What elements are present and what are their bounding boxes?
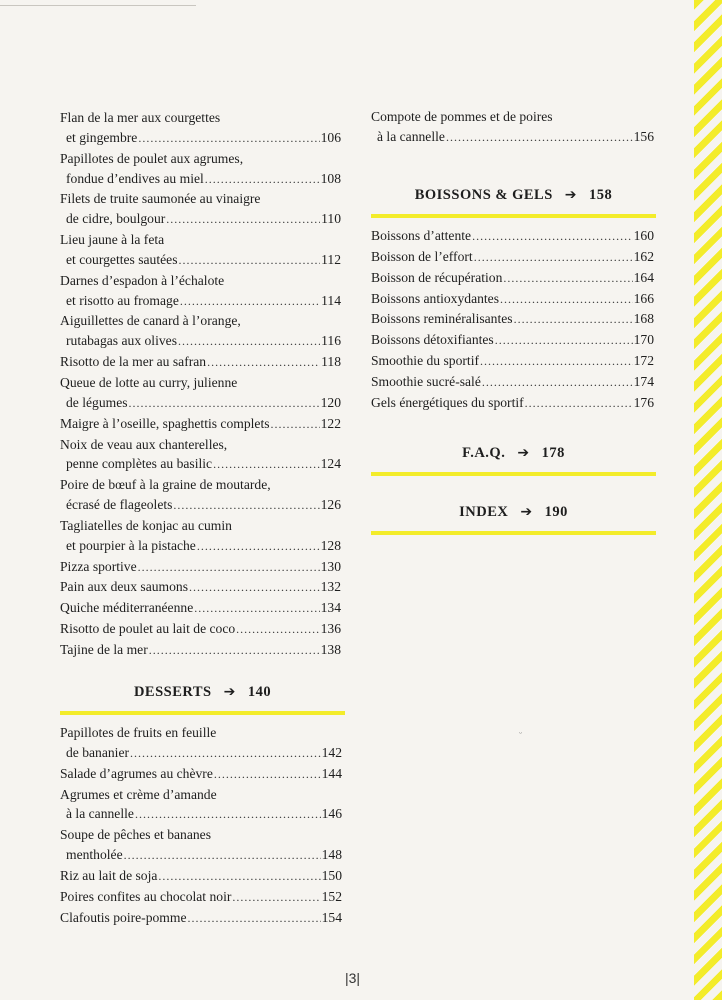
- toc-entry-label: Poire de bœuf à la graine de moutarde,: [60, 477, 271, 493]
- toc-entry-label: Aiguillettes de canard à l’orange,: [60, 313, 241, 329]
- toc-entry[interactable]: [60, 785, 342, 826]
- toc-entry-label: Pain aux deux saumons: [60, 579, 188, 595]
- boissons-section: [371, 185, 656, 218]
- toc-entry-label: Soupe de pêches et bananes: [60, 827, 211, 843]
- boissons-heading[interactable]: [371, 185, 656, 205]
- toc-entry-label: de légumes: [66, 394, 128, 410]
- toc-entry-title-line: [60, 475, 341, 495]
- dot-leader: [180, 292, 320, 312]
- toc-entry-page-number: 108: [320, 170, 341, 186]
- page-number: |3|: [345, 970, 361, 986]
- toc-entry-page-number: 114: [321, 292, 341, 308]
- toc-entry-page-number: 156: [633, 128, 654, 144]
- toc-entry-title-line: [60, 352, 341, 373]
- toc-entry-page-number: 106: [320, 129, 341, 145]
- dot-leader: [189, 578, 320, 598]
- toc-entry-label: Risotto de la mer au safran: [60, 354, 207, 370]
- dot-leader: [130, 744, 321, 764]
- boissons-yellow-rule: [371, 214, 656, 218]
- dot-leader: [472, 227, 633, 247]
- toc-entry-title-line: [60, 230, 341, 250]
- toc-entry-page-number: 170: [633, 332, 654, 348]
- toc-entry-continuation-line: [60, 250, 341, 271]
- top-rule: [0, 5, 196, 6]
- dot-leader: [446, 128, 633, 148]
- toc-entry-title-line: [371, 351, 654, 372]
- toc-entry-label: Tajine de la mer: [60, 641, 148, 657]
- dot-leader: [480, 352, 633, 372]
- desserts-heading[interactable]: [60, 682, 345, 702]
- toc-entry-title-line: [371, 372, 654, 393]
- toc-entry-page-number: 176: [633, 394, 654, 410]
- dot-leader: [482, 373, 633, 393]
- toc-entry-label: Poires confites au chocolat noir: [60, 888, 232, 904]
- toc-entry-label: Darnes d’espadon à l’échalote: [60, 272, 225, 288]
- toc-entry-title-line: [60, 640, 341, 661]
- dot-leader: [138, 558, 320, 578]
- toc-entry[interactable]: [371, 393, 654, 414]
- toc-entry-title-line: [60, 435, 341, 455]
- toc-entry-title-line: [60, 825, 342, 845]
- toc-entry-title-line: [60, 516, 341, 536]
- toc-entry-page-number: 174: [633, 373, 654, 389]
- toc-entry[interactable]: [371, 289, 654, 310]
- toc-entry-continuation-line: [60, 454, 341, 475]
- dot-leader: [166, 210, 320, 230]
- toc-entry[interactable]: [60, 577, 341, 598]
- toc-entry[interactable]: [60, 373, 341, 414]
- toc-entry-label: écrasé de flageolets: [66, 497, 173, 513]
- dot-leader: [236, 620, 319, 640]
- dot-leader: [205, 170, 320, 190]
- desserts-title: DESSERTS: [133, 683, 212, 700]
- toc-entry-title-line: [60, 785, 342, 805]
- toc-entry-label: et gingembre: [66, 129, 138, 145]
- toc-entry-label: Pizza sportive: [60, 558, 137, 574]
- toc-entry[interactable]: [60, 887, 342, 908]
- toc-entry-continuation-line: [60, 536, 341, 557]
- toc-entry-page-number: 172: [633, 353, 654, 369]
- toc-entry-continuation-line: [60, 291, 341, 312]
- toc-entry-page-number: 146: [321, 806, 342, 822]
- arrow-right-icon: ➔: [517, 445, 530, 461]
- faq-yellow-rule: [371, 472, 656, 476]
- toc-entry-label: et courgettes sautées: [66, 251, 178, 267]
- toc-entry-title-line: [60, 149, 341, 169]
- dot-leader: [207, 353, 320, 373]
- toc-entry-label: à la cannelle: [66, 806, 134, 822]
- toc-entry-page-number: 160: [633, 228, 654, 243]
- boissons-title: BOISSONS & GELS: [414, 186, 553, 203]
- index-yellow-rule: [371, 531, 656, 535]
- toc-entry-page-number: 130: [320, 558, 341, 574]
- toc-entry-page-number: 138: [320, 641, 341, 657]
- toc-entry-title-line: [60, 189, 341, 209]
- toc-entry-label: Boissons reminéralisantes: [371, 311, 513, 327]
- toc-entry-title-line: [371, 226, 654, 247]
- toc-entry[interactable]: [60, 723, 342, 764]
- dot-leader: [187, 909, 320, 929]
- toc-entry-page-number: 134: [320, 600, 341, 616]
- toc-entry[interactable]: [60, 866, 342, 887]
- dot-leader: [197, 537, 320, 557]
- toc-entry-continuation-line: [60, 743, 342, 764]
- toc-entry[interactable]: [60, 598, 341, 619]
- toc-entry-title-line: [60, 414, 341, 435]
- toc-entry-page-number: 164: [633, 269, 654, 285]
- dot-leader: [474, 248, 633, 268]
- toc-boissons-list: [371, 226, 654, 414]
- toc-entry[interactable]: [60, 149, 341, 190]
- toc-entry-title-line: [60, 887, 342, 908]
- toc-entry-title-line: [371, 107, 654, 127]
- toc-entry-label: Risotto de poulet au lait de coco: [60, 621, 236, 637]
- toc-entry-label: et risotto au fromage: [66, 292, 179, 308]
- toc-entry-page-number: 136: [320, 621, 341, 637]
- toc-entry[interactable]: [60, 825, 342, 866]
- toc-entry-title-line: [60, 723, 342, 743]
- toc-entry-label: Compote de pommes et de poires: [371, 109, 553, 124]
- faq-page: 178: [541, 444, 565, 461]
- toc-desserts-list: [60, 723, 342, 928]
- arrow-right-icon: ➔: [564, 187, 578, 203]
- toc-entry-label: Lieu jaune à la feta: [60, 232, 165, 248]
- toc-entry-page-number: 148: [321, 847, 342, 863]
- toc-entry-title-line: [60, 866, 342, 887]
- toc-entry-page-number: 162: [633, 248, 654, 264]
- toc-entry-page-number: 116: [321, 333, 341, 349]
- toc-entry-continuation-line: [60, 209, 341, 230]
- toc-entry[interactable]: [60, 908, 342, 929]
- toc-entry-page-number: 144: [321, 765, 342, 781]
- toc-entry-label: Tagliatelles de konjac au cumin: [60, 517, 232, 533]
- toc-entry[interactable]: [371, 247, 654, 268]
- print-speck: ᵕ: [519, 729, 523, 738]
- dot-leader: [194, 599, 319, 619]
- toc-entry-page-number: 124: [320, 456, 341, 472]
- toc-entry-label: et pourpier à la pistache: [66, 537, 196, 553]
- index-page: 190: [544, 503, 568, 520]
- toc-entry[interactable]: [371, 330, 654, 351]
- toc-entry-label: Riz au lait de soja: [60, 867, 158, 883]
- dot-leader: [495, 331, 633, 351]
- toc-entry-label: à la cannelle: [377, 128, 445, 144]
- toc-entry-title-line: [60, 577, 341, 598]
- toc-entry[interactable]: [371, 309, 654, 330]
- toc-entry[interactable]: [371, 372, 654, 393]
- dot-leader: [514, 310, 633, 330]
- dot-leader: [232, 888, 320, 908]
- toc-entry[interactable]: [60, 414, 341, 435]
- faq-section: [371, 443, 656, 476]
- dot-leader: [135, 805, 321, 825]
- toc-entry-title-line: [60, 373, 341, 393]
- toc-entry[interactable]: [60, 516, 341, 557]
- toc-left-column: [60, 108, 341, 661]
- toc-entry[interactable]: [60, 189, 341, 230]
- toc-entry-continuation-line: [60, 495, 341, 516]
- toc-entry-label: fondue d’endives au miel: [66, 170, 204, 186]
- toc-entry-label: de cidre, boulgour: [66, 211, 166, 227]
- toc-entry-label: Maigre à l’oseille, spaghettis complets: [60, 415, 270, 431]
- toc-entry-continuation-line: [60, 393, 341, 414]
- dot-leader: [173, 496, 319, 516]
- toc-entry-continuation-line: [60, 331, 341, 352]
- toc-entry[interactable]: [371, 107, 654, 148]
- toc-entry-label: penne complètes au basilic: [66, 456, 213, 472]
- toc-entry[interactable]: [60, 311, 341, 352]
- toc-entry-label: Noix de veau aux chanterelles,: [60, 436, 228, 452]
- faq-heading[interactable]: [371, 443, 656, 463]
- toc-entry[interactable]: [371, 351, 654, 372]
- toc-entry-page-number: 154: [321, 909, 342, 925]
- toc-entry-page-number: 112: [321, 251, 341, 267]
- index-heading[interactable]: [371, 502, 656, 522]
- dot-leader: [149, 641, 320, 661]
- toc-entry-title-line: [60, 271, 341, 291]
- toc-entry-page-number: 110: [321, 211, 341, 227]
- toc-entry-label: Papillotes de poulet aux agrumes,: [60, 150, 244, 166]
- arrow-right-icon: ➔: [520, 504, 533, 520]
- toc-entry-page-number: 120: [320, 394, 341, 410]
- toc-entry-label: Boissons d’attente: [371, 228, 472, 243]
- desserts-page: 140: [247, 683, 272, 700]
- toc-entry-title-line: [371, 309, 654, 330]
- dot-leader: [178, 251, 320, 271]
- toc-entry[interactable]: [60, 619, 341, 640]
- toc-entry-label: Agrumes et crème d’amande: [60, 786, 217, 802]
- toc-entry-page-number: 168: [633, 311, 654, 327]
- yellow-diagonal-stripe-border: [694, 0, 722, 1000]
- toc-entry[interactable]: [60, 271, 341, 312]
- toc-entry-label: Smoothie du sportif: [371, 353, 479, 369]
- toc-entry-title-line: [60, 764, 342, 785]
- toc-entry-title-line: [60, 557, 341, 578]
- dot-leader: [158, 867, 320, 887]
- toc-entry-label: mentholée: [66, 847, 123, 863]
- toc-entry-label: Boissons antioxydantes: [371, 290, 500, 306]
- toc-entry-continuation-line: [60, 804, 342, 825]
- toc-entry-title-line: [371, 393, 654, 414]
- toc-entry-label: Boisson de récupération: [371, 269, 503, 285]
- toc-entry-page-number: 118: [321, 354, 341, 370]
- dot-leader: [129, 394, 320, 414]
- toc-entry-label: Boisson de l’effort: [371, 248, 473, 264]
- toc-entry[interactable]: [371, 268, 654, 289]
- toc-entry-continuation-line: [60, 128, 341, 149]
- toc-entry-page-number: 150: [321, 867, 342, 883]
- toc-entry-continuation-line: [371, 127, 654, 148]
- toc-entry-page-number: 132: [320, 579, 341, 595]
- toc-entry-page-number: 128: [320, 537, 341, 553]
- dot-leader: [178, 332, 320, 352]
- toc-entry-label: Smoothie sucré-salé: [371, 373, 481, 389]
- toc-entry[interactable]: [60, 557, 341, 578]
- toc-entry-label: Salade d’agrumes au chèvre: [60, 765, 213, 781]
- toc-entry[interactable]: [60, 640, 341, 661]
- dot-leader: [525, 394, 633, 414]
- toc-entry[interactable]: [60, 108, 341, 149]
- toc-entry-label: Clafoutis poire-pomme: [60, 909, 187, 925]
- boissons-page: 158: [589, 186, 613, 203]
- toc-entry-page-number: 142: [321, 744, 342, 760]
- toc-entry-title-line: [60, 908, 342, 929]
- toc-entry-label: Flan de la mer aux courgettes: [60, 110, 221, 125]
- toc-entry[interactable]: [371, 226, 654, 247]
- toc-entry[interactable]: [60, 352, 341, 373]
- toc-entry-label: de bananier: [66, 744, 130, 760]
- arrow-right-icon: ➔: [223, 684, 236, 700]
- toc-entry-page-number: 166: [633, 290, 654, 306]
- toc-entry-title-line: [60, 311, 341, 331]
- toc-entry-title-line: [371, 268, 654, 289]
- dot-leader: [271, 415, 320, 435]
- toc-entry-title-line: [371, 289, 654, 310]
- toc-entry[interactable]: [60, 435, 341, 476]
- dot-leader: [214, 765, 321, 785]
- toc-entry-page-number: 122: [320, 415, 341, 431]
- index-title: INDEX: [459, 503, 509, 520]
- toc-entry-label: Gels énergétiques du sportif: [371, 394, 524, 410]
- toc-entry[interactable]: [60, 230, 341, 271]
- index-section: [371, 502, 656, 535]
- toc-entry-label: Boissons détoxifiantes: [371, 332, 494, 348]
- toc-entry-title-line: [60, 598, 341, 619]
- dot-leader: [124, 846, 321, 866]
- toc-entry-label: Papillotes de fruits en feuille: [60, 725, 217, 740]
- dot-leader: [503, 269, 632, 289]
- toc-entry-label: Filets de truite saumonée au vinaigre: [60, 191, 261, 207]
- toc-entry-continuation-line: [60, 169, 341, 190]
- toc-entry-page-number: 152: [321, 888, 342, 904]
- toc-entry-label: Queue de lotte au curry, julienne: [60, 374, 238, 390]
- toc-entry-page-number: 126: [320, 497, 341, 513]
- toc-entry-title-line: [60, 619, 341, 640]
- toc-entry-label: Quiche méditerranéenne: [60, 600, 194, 616]
- dot-leader: [138, 129, 319, 149]
- toc-entry-title-line: [371, 330, 654, 351]
- toc-entry-title-line: [60, 108, 341, 128]
- desserts-yellow-rule: [60, 711, 345, 715]
- toc-entry[interactable]: [60, 764, 342, 785]
- faq-title: F.A.Q.: [462, 444, 506, 461]
- dot-leader: [500, 290, 633, 310]
- toc-right-top: [371, 107, 654, 148]
- toc-entry-label: rutabagas aux olives: [66, 333, 177, 349]
- dot-leader: [213, 455, 320, 475]
- toc-entry[interactable]: [60, 475, 341, 516]
- toc-entry-title-line: [371, 247, 654, 268]
- toc-entry-continuation-line: [60, 845, 342, 866]
- desserts-section: [60, 682, 345, 715]
